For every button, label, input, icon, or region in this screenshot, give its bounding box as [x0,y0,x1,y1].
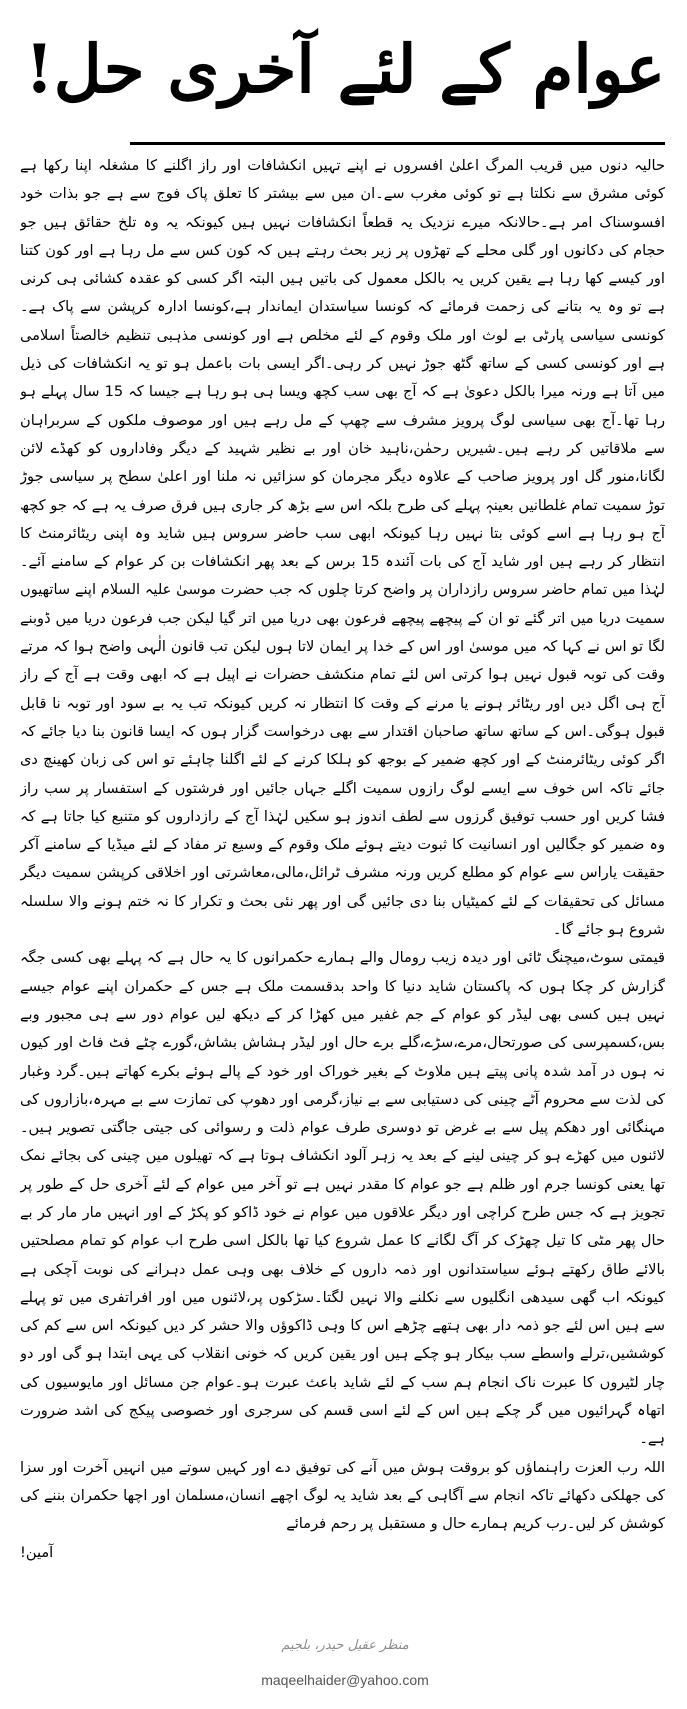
article-paragraph-2: قیمتی سوٹ،میچنگ ٹائی اور دیدہ زیب رومال والے ہمارے حکمرانوں کا یہ حال ہے کہ پہلے بھی کسی جگہ گزارش کر چکا ہوں کہ پاکستان شاید دنیا کا واحد بدقسمت ملک ہے جس کے حکمران اپنے عوام جیسے نہیں ہیں کسی بھی لیڈر کو عوام کے جم غفیر میں کھڑا کر کے دیکھ لیں عوام دور سے ہی مجبور وبے بس،کسمپرسی کی صورتحال،مرے،سڑے،گلے برے حال اور لیڈر ہشاش بشاش،گورے چٹے فٹ فاٹ اور کیوں نہ ہوں در آمد شدہ پانی پیتے ہیں ملاوٹ کے بغیر خوراک اور خود کے پالے ہوئے بکرے کھاتے ہیں۔گرد وغبار کی لذت سے محروم آٹے چینی کی دستیابی سے بے نیاز،گرمی اور دھوپ کی تمازت سے بے مہرہ،بازاروں کی مہنگائی اور دھکم پیل سے بے غرض تو دوسری طرف عوام ذلت و رسوائی کی جیتی جاگتی تصویر ہیں۔لائنوں میں کھڑے ہو کر چینی لینے کے بعد یہ زہر آلود انکشاف ہوتا ہے کہ تھیلوں میں چینی کی بجائے نمک تھا یعنی کونسا جرم اور ظلم ہے جو عوام کا مقدر نہیں ہے تو آخر میں عوام کے لئے آخری حل کے طور پر تجویز ہے کہ جس طرح کراچی اور دیگر علاقوں میں عوام نے خود ڈاکو کو پکڑ کے اور انہیں مار مار کر بے حال پھر مٹی کا تیل چھڑک کر آگ لگانے کا عمل شروع کیا تھا بالکل اسی طرح اب عوام کو تمام مصلحتیں بالائے طاق رکھتے ہوئے سیاستدانوں اور ذمہ داروں کے خلاف بھی وہی عمل دہرانے کی نوبت آچکی ہے کیونکہ اب گھی سیدھی انگلیوں سے نکلنے والا نہیں لگتا۔سڑکوں پر،لائنوں میں اور افراتفری میں تو پہلے سے ہیں اس لئے جو ذمہ دار بھی ہتھے چڑھے اس کا وہی ڈاکوؤں والا حشر کر دیں کیونکہ اس سے کم کی کوششیں،ترلے واسطے سب بیکار ہو چکے ہیں اور یقین کریں کہ خونی انقلاب کی یہی ابتدا ہو گی اور دو چار لٹیروں کا عبرت ناک انجام ہم سب کے لئے شاید باعث عبرت ہو۔عوام جن مسائل اور مایوسیوں کی اتھاہ گہرائیوں میں گر چکے ہیں اس کے لئے اسی قسم کی سرجری اور خصوصی پیکج کی اشد ضرورت ہے۔ [20,949,665,1448]
author-email: maqeelhaider@yahoo.com [261,1672,429,1688]
headline-rule [130,142,665,145]
article-body [20,152,665,1632]
article-paragraph-3: اللہ رب العزت راہنماؤں کو بروقت ہوش میں آنے کی توفیق دے اور کہیں سوتے میں انہیں آخرت اور سزا کی جھلکی دکھائے تاکہ انجام سے آگاہی کے بعد شاید یہ لوگ اچھے انسان،مسلمان اور اچھا حکمران بننے کی کوشش کر لیں۔رب کریم ہمارے حال و مستقبل پر رحم فرمائے [20,1458,665,1533]
author-signature: منظر عقیل حیدر، بلجیم [281,1638,409,1653]
headline: عوام کے لئے آخری حل! [24,29,666,108]
article-paragraph-1: حالیہ دنوں میں قریب المرگ اعلیٰ افسروں نے اپنے تہیں انکشافات اور راز اگلنے کا مشغلہ اپنا رکھا ہے کوئی مشرق سے نکلتا ہے تو کوئی مغرب سے۔ان میں سے بیشتر کا تعلق پاک فوج سے ہے جو بذات خود افسوسناک امر ہے۔حالانکہ میرے نزدیک یہ قطعاً انکشافات نہیں ہیں کیونکہ یہ وہ تلخ حقائق ہیں جو حجام کی دکانوں اور گلی محلے کے تھڑوں پر زیر بحث رہتے ہیں کہ کون کس سے مل رہا ہے اور کون کتنا اور کیسے کھا رہا ہے یقین کریں یہ بالکل معمول کی باتیں ہیں البتہ اگر کسی کو عقدہ کشائی ہی کرنی ہے تو وہ یہ بتانے کی زحمت فرمائے کہ کونسا سیاستدان ایماندار ہے،کونسا ادارہ کرپشن سے پاک ہے۔کونسی سیاسی پارٹی بے لوث اور ملک وقوم کے لئے مخلص ہے اور کونسی مذہبی تنظیم خالصتاً اسلامی ہے اور کونسی کسی کے ساتھ گٹھ جوڑ نہیں کر رہی۔اگر ایسی بات باعمل ہو تو یہ انکشافات کی ذیل میں آتا ہے ورنہ میرا بالکل دعویٰ ہے کہ آج بھی سب کچھ ویسا ہی ہو رہا ہے جیسا کہ 15 سال پہلے ہو رہا تھا۔آج بھی سیاسی لوگ پرویز مشرف سے چھپ کے مل رہے ہیں اور موصوف ملکوں کے سربراہان سے ملاقاتیں کر رہے ہیں۔شیریں رحمٰن،ناہید خان اور بے نظیر شہید کے دیگر وفاداروں کو کھڈے لائن لگانا،منور گل اور پرویز صاحب کے علاوہ دیگر مجرمان کو سزائیں نہ ملنا اور اعلیٰ سطح پر سیاسی جوڑ توڑ سمیت تمام غلطانیں بعینہٖ پہلے کی طرح بلکہ اس سے بڑھ کر جاری ہیں فرق صرف یہ ہے کہ جو کچھ آج ہو رہا ہے اسے کوئی بتا نہیں رہا کیونکہ ابھی سب حاضر سروس ہیں شاید وہ اپنی ریٹائرمنٹ کا انتظار کر رہے ہیں اور شاید آج کی بات آئندہ 15 برس کے بعد پھر انکشافات بن کر عوام کے سامنے آئے۔لہٰذا میں تمام حاضر سروس رازداران پر واضح کرتا چلوں کہ جب حضرت موسیٰ علیہ السلام اپنے ساتھیوں سمیت دریا میں اتر گئے تو ان کے پیچھے پیچھے فرعون بھی دریا میں اتر گیا لیکن جب فرعون دریا میں ڈوبنے لگا تو اس نے کہا کہ میں موسیٰ اور اس کے خدا پر ایمان لاتا ہوں لیکن تب قانون الٰہی واضح ہوا کہ مرتے وقت کی توبہ قبول نہیں ہوا کرتی اس لئے تمام منکشف حضرات نے اپیل ہے کہ ابھی وقت ہے آج کے راز آج ہی اگل دیں اور ریٹائر ہونے یا مرنے کے وقت کا انتظار نہ کریں کیونکہ تب یہ بے سود اور توبہ نا قابل قبول ہوگی۔اس کے ساتھ ساتھ صاحبان اقتدار سے بھی درخواست گزار ہوں کہ ایسا قانون بنا دیا جائے کہ اگر کوئی ریٹائرمنٹ کے اور کچھ ضمیر کے بوجھ کو ہلکا کرنے کے لئے اگلنا چاہئے تو اس کی زبان کھینچ دی جائے تاکہ اس خوف سے ایسے لوگ رازوں سمیت اگلے جہاں جائیں اور فرشتوں کے استفسار پر سب راز فشا کریں اور حسب توفیق گرزوں سے لطف اندوز ہو سکیں لہٰذا آج کے رازداروں کو متنبع کیا جاتا ہے کہ وہ ضمیر کو جگالیں اور انسانیت کا ثبوت دیتے ہوئے ملک وقوم کے وسیع تر مفاد کے لئے میڈیا کے سامنے آکر حقیقت یاراس سے عوام کو مطلع کریں ورنہ مشرف ٹرائل،مالی،معاشرتی اور اخلاقی کرپشن سمیت دیگر مسائل کی تحقیقات کے لئے کمیٹیاں بنا دی جائیں گی اور پھر نئی بحث و تکرار کا نہ ختم ہونے والا سلسلہ شروع ہو جائے گا۔ [20,157,665,939]
closing-line: آمین! [20,1543,54,1561]
